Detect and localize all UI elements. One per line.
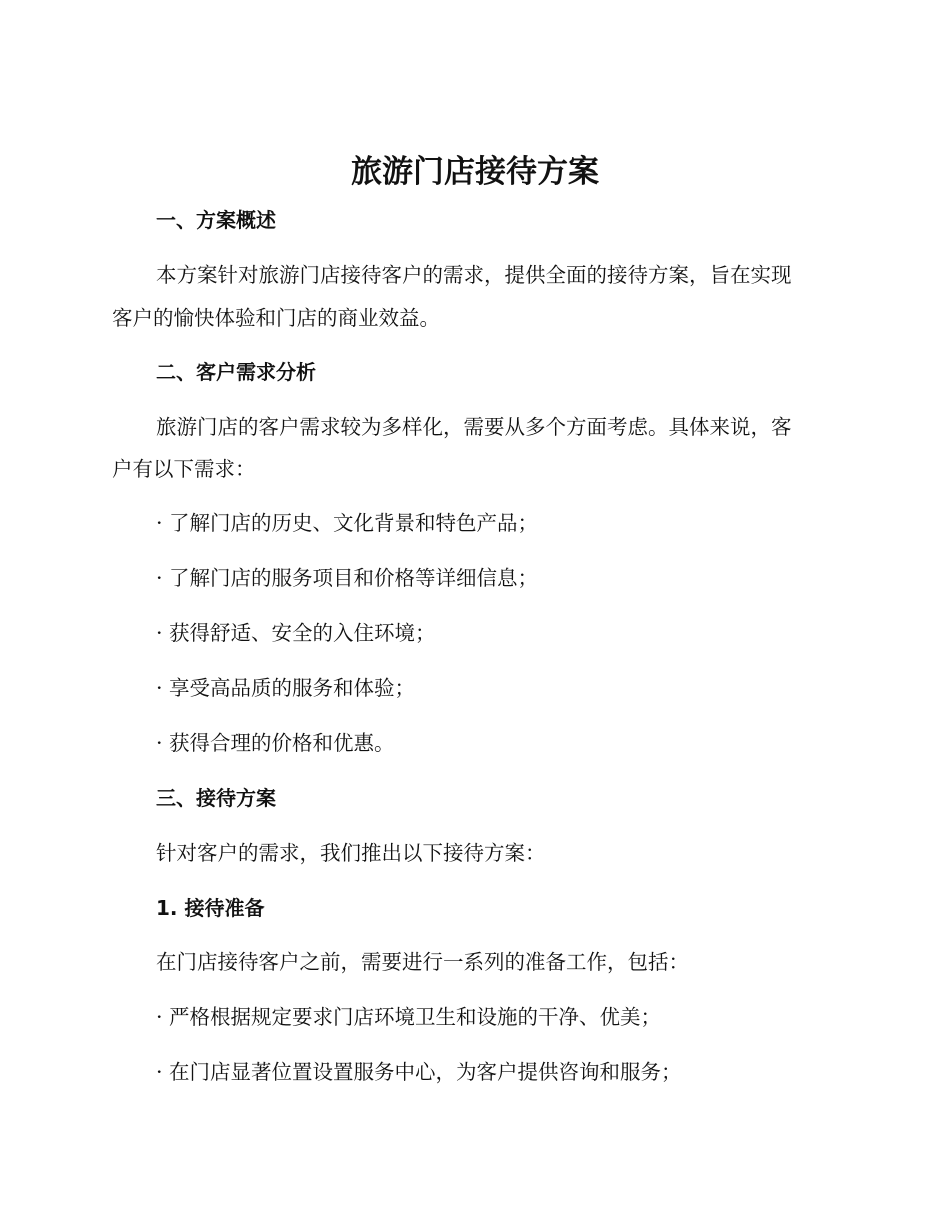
list-item: · 享受高品质的服务和体验； [156,676,416,700]
paragraph-line: 户有以下需求： [112,457,256,481]
document-title: 旅游门店接待方案 [351,154,599,190]
subsection-heading-preparation: 1. 接待准备 [156,896,265,920]
section-heading-plan: 三、接待方案 [156,786,276,810]
list-item: · 了解门店的历史、文化背景和特色产品； [156,511,539,535]
list-item: · 获得合理的价格和优惠。 [156,731,395,755]
list-item: · 严格根据规定要求门店环境卫生和设施的干净、优美； [156,1005,662,1029]
list-item: · 获得舒适、安全的入住环境； [156,621,436,645]
paragraph-line: 针对客户的需求，我们推出以下接待方案： [156,841,546,865]
paragraph-line: 在门店接待客户之前，需要进行一系列的准备工作，包括： [156,950,689,974]
section-heading-overview: 一、方案概述 [156,208,276,232]
list-item: · 了解门店的服务项目和价格等详细信息； [156,566,539,590]
section-heading-needs: 二、客户需求分析 [156,360,316,384]
paragraph-line: 客户的愉快体验和门店的商业效益。 [112,306,440,330]
list-item: · 在门店显著位置设置服务中心，为客户提供咨询和服务； [156,1060,682,1084]
paragraph-line: 旅游门店的客户需求较为多样化，需要从多个方面考虑。具体来说，客 [156,415,792,439]
paragraph-line: 本方案针对旅游门店接待客户的需求，提供全面的接待方案，旨在实现 [156,263,792,287]
